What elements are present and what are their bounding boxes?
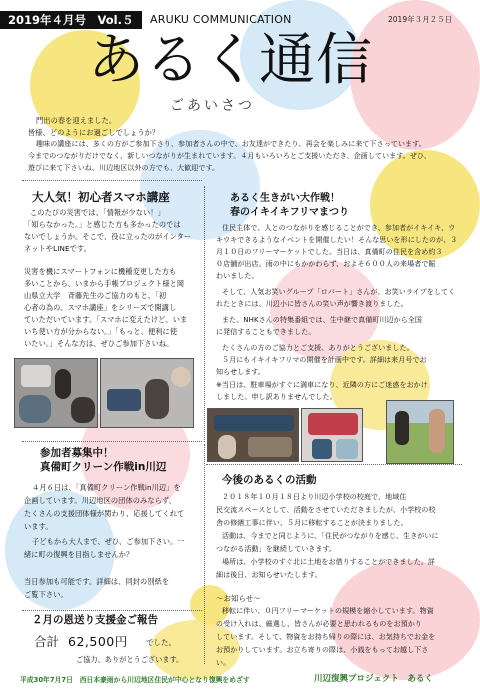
footer-project-name: 川辺復興プロジェクト あるく [314,674,433,684]
notice-line: 移転に伴い、０円フリーマーケットの規模を縮小しています。物資 [222,607,434,615]
column-divider [204,186,205,442]
donation-total-suffix: でした。 [146,638,176,647]
flea-market-line: わいました。 [216,272,259,280]
greeting-line: 皆様、どのようにお過ごしでしょうか？ [28,128,160,137]
donation-total-amount: 62,500円 [68,634,128,649]
activities-line: 細は後日、お知らせいたします。 [216,571,322,579]
greeting-subtitle: ごあいさつ [170,98,255,114]
divider [22,610,202,611]
cleanup-line: 企画しています。川辺地区の団体のみならず、 [24,496,176,505]
activities-line: ２０１８年１０月１８日より川辺小学校の校庭で、地域住 [222,493,407,501]
smartphone-line: 山県立大学 斉藤先生のご協力のもと、「初 [24,291,167,300]
smartphone-line: 心者の為の、スマホ講座」をシリーズで開講し [24,303,177,312]
notice-line: お預かりしています。お立ち寄りの際は、小銭をもってお越し下さ [216,646,429,654]
publisher-name: ARUKU COMMUNICATION [150,13,292,26]
divider [22,441,202,442]
cleanup-line: 緒に町の復興を目指しませんか？ [24,550,134,559]
flea-market-line: 住民主体で、人とのつながりを感じることができ、参加者がイキイキ、ウ [222,224,456,232]
smartphone-line: このたびの災害では、「情報が少ない！」 [30,208,165,217]
flea-market-line: ５月にもイキイキフリマの開催を計画中です。詳細は来月号でお [222,356,427,364]
issue-date: 2019年３月２５日 [388,15,453,24]
greeting-line: 門出の春を迎えました。 [36,116,117,125]
flea-market-line: 月１０日のフリーマーケットでした。当日は、真備町の住民を含め約３ [216,248,443,256]
smartphone-line: ネットやLINEです。 [24,244,91,253]
flea-market-line: たくさんの方のご協力とご支援、ありがとうございました。 [222,344,414,352]
smartphone-line: いたい。」そんな方は、ぜひご参加下さいね。 [24,339,174,348]
smartphone-line: ないでしょうか。そこで、役に立ったのがインター [24,232,192,241]
cleanup-heading-line2: 真備町クリーン作戦in川辺 [40,461,167,473]
donation-thanks: ご協力、ありがとうございます。 [76,655,184,664]
cleanup-line: 子どもから大人まで、ぜひ、ご参加下さい。一 [32,537,185,546]
page-title: あるく通信 [88,28,373,93]
flea-market-line: 知らせします。 [216,368,265,376]
notice-line: の受け入れは、厳選し、皆さんが必要と思われるものをお預かり [216,620,422,628]
activities-line: つながる活動」を継続していきます。 [216,545,337,553]
notice-line: しています。そして、物資をお持ち帰りの際には、お気持ちでお金を [216,633,436,641]
cleanup-line: 当日参加も可能です。詳細は、同封の別紙を [24,577,170,586]
flea-market-line: れたときには、川辺小に皆さんの笑い声が響き渡りました。 [216,300,408,308]
smartphone-line: 災害を機にスマートフォンに機種変更した方も [24,267,177,276]
issue-label: 2019年４月号 Vol.５ [0,11,142,29]
cleanup-heading-line1: 参加者募集中！ [40,447,114,459]
greeting-line: 遊びに来て下さいね。川辺地区以外の方でも、大歓迎です。 [28,164,220,172]
column-divider [204,444,205,664]
flea-market-line: ０店舗が出店。雨の中にもかかわらず、およそ６００人の来場者で賑 [216,260,436,268]
cleanup-line: たくさんの支援団体様が関わり、応援してくれて [24,509,185,518]
activities-heading: 今後のあるくの活動 [222,474,317,486]
smartphone-line: 「知らなかった。」と感じた方も多かったのでは [24,220,181,229]
flea-market-photo-2 [301,408,363,462]
notice-line: い。 [216,659,231,667]
activities-line: 民交流スペースとして、活動をさせていただきましたが、小学校の校 [216,506,436,514]
activities-line: 舎の修繕工事に伴い、５月に移転することが決まりました。 [216,519,408,527]
donation-total-label: 合計 [34,634,60,649]
flea-market-line: そして、人気お笑いグループ「ロバート」さんが、お笑いライブをしてく [222,288,456,296]
flea-market-line: ※当日は、駐車場がすぐに満車になり、近隣の方にご迷惑をおかけ [216,381,428,389]
cleanup-line: ご覧下さい。 [24,590,68,599]
divider [22,180,202,181]
cleanup-line: います。 [24,522,53,531]
smartphone-line: いち使い方が分からない。」「もっと、便利に使 [24,327,178,336]
flea-market-heading-line2: 春のイキイキフリマまつり [230,207,349,218]
smartphone-lecture-photo [100,358,194,428]
greeting-line: 趣味の講座には、多くの方がご参加下さり、参加者さんの中で、お友達ができたり、再会を楽しみに来て下さっています。 [36,140,426,148]
activities-line: 場所は、小学校のすぐ北に土地をお借りすることができました。詳 [222,558,435,566]
smartphone-class-photo [14,358,98,428]
greeting-line: 今までのつながりだけでなく、新しいつながりが生まれています。４月もいろいろとご支援いただき、企画しています。ぜひ、 [28,152,431,160]
smartphone-line: 多いことから、いまから手帳プロジェクト様と岡 [24,279,185,288]
notice-heading: 〜お知らせ〜 [216,594,261,603]
flea-market-line: に発信することもできました。 [216,328,316,336]
footer-tagline: 平成30年7月7日 西日本豪雨から川辺地区住民が中心となり復興をめざす [20,676,250,684]
smartphone-line: ていただいています。「スマホに変えたけど、いま [24,315,188,324]
smartphone-course-heading: 大人気！初心者スマホ講座 [32,190,170,204]
flea-market-photo-1 [207,408,299,462]
cleanup-line: ４月６日は、「真備町クリーン作戦in川辺」を [32,483,181,492]
activities-line: 活動は、今までと同じように、「住民がつながりを感じ、生きがいに [222,532,439,540]
divider [206,464,462,465]
flea-market-line: キウキできるようなイベントを開催したい！そんな思いを形にしたのが、３ [216,236,458,244]
flea-market-line: しました。申し訳ありませんでした。 [216,393,337,401]
flea-market-photo-3 [386,400,454,464]
flea-market-line: また、NHKさんの特集番組では、生中継で真備町川辺から全国 [222,316,422,324]
flea-market-heading-line1: あるく生きがい大作戦！ [230,193,340,204]
donation-heading: ２月の恩送り支援金ご報告 [32,614,158,626]
